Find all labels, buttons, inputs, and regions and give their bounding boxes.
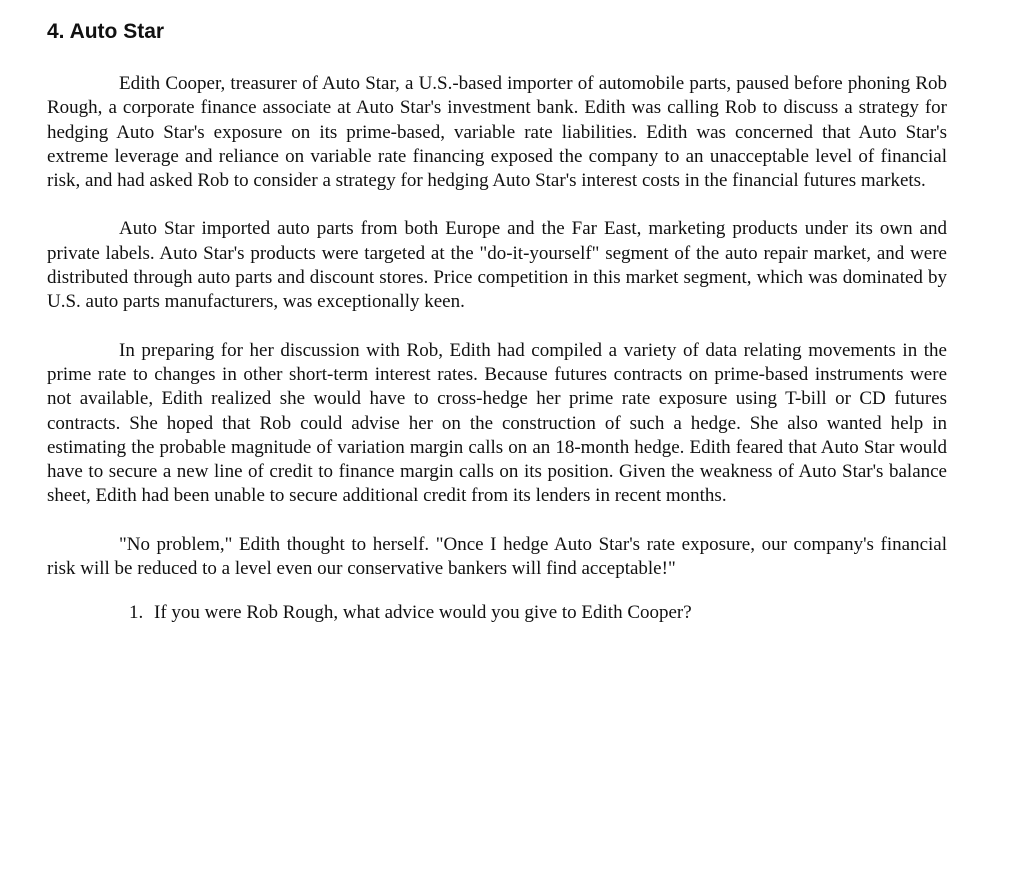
question-item xyxy=(47,601,947,625)
paragraph-edith-quote: "No problem," Edith thought to herself. "Once I hedge Auto Star's rate exposure, our company's financial risk will be reduced to a level even our conservative bankers will find acceptable!" xyxy=(47,533,947,580)
question-text: If you were Rob Rough, what advice would you give to Edith Cooper? xyxy=(154,602,692,624)
paragraph-hedging-problem: In preparing for her discussion with Rob, Edith had compiled a variety of data relating movements in the prime rate to changes in other short-term interest rates. Because futures contracts on prime-based instruments were not available, Edith realized she would have to cross-hedge her prime rate exposure using T-bill or CD futures contracts. She hoped that Rob could advise her on the construction of such a hedge. She also wanted help in estimating the probable magnitude of variation margin calls on an 18-month hedge. Edith feared that Auto Star would have to secure a new line of credit to finance margin calls on its position. Given the weakness of Auto Star's balance sheet, Edith had been unable to secure additional credit from its lenders in recent months. xyxy=(47,339,947,507)
case-title: 4. Auto Star xyxy=(47,20,165,43)
case-document xyxy=(47,18,947,625)
paragraph-company-background: Auto Star imported auto parts from both Europe and the Far East, marketing products under its own and private labels. Auto Star's products were targeted at the "do-it-yourself" segment of the auto repair market, and were distributed through auto parts and discount stores. Price competition in this market segment, which was dominated by U.S. auto parts manufacturers, was exceptionally keen. xyxy=(47,218,947,313)
question-number: 1. xyxy=(129,602,144,624)
paragraph-intro: Edith Cooper, treasurer of Auto Star, a U.S.-based importer of automobile parts, paused before phoning Rob Rough, a corporate finance associate at Auto Star's investment bank. Edith was calling Rob to discuss a strategy for hedging Auto Star's exposure on its prime-based, variable rate liabilities. Edith was concerned that Auto Star's extreme leverage and reliance on variable rate financing exposed the company to an unacceptable level of financial risk, and had asked Rob to consider a strategy for hedging Auto Star's interest costs in the financial futures markets. xyxy=(47,73,947,192)
question-list xyxy=(47,601,947,625)
